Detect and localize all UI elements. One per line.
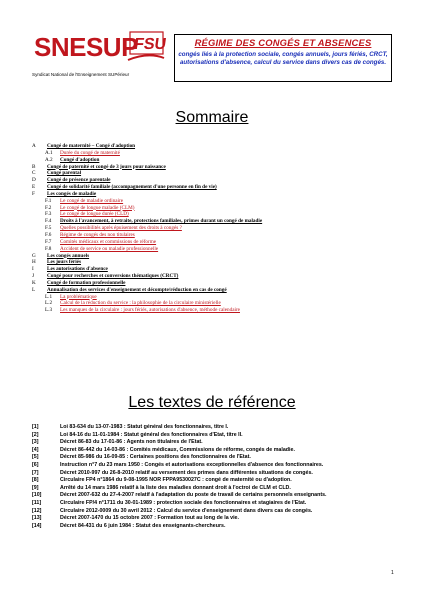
toc-item[interactable] bbox=[30, 280, 402, 287]
toc-item-number: F.6 bbox=[45, 231, 52, 238]
toc-item[interactable] bbox=[30, 191, 402, 198]
reference-text: Décret 2007-1470 du 15 octobre 2007 : Formation tout au long de la vie. bbox=[60, 515, 239, 522]
toc-item[interactable] bbox=[30, 150, 402, 157]
document-header bbox=[174, 34, 392, 82]
toc-item-number: F.5 bbox=[45, 225, 52, 232]
document-subtitle: congés liés à la protection sociale, congés annuels, jours fériés, CRCT, autorisations d'absence, calcul du service dans divers cas de congés. bbox=[178, 51, 388, 66]
toc-item[interactable] bbox=[30, 198, 402, 205]
toc-item-link[interactable]: Calcul de la réduction du service : la philosophie de la circulaire ministérielle bbox=[60, 300, 221, 307]
reference-number: [3] bbox=[32, 439, 39, 446]
toc-item-link[interactable]: Le congé de longue durée (CLD) bbox=[60, 211, 129, 218]
toc-item-link[interactable]: Droits à l'avancement, à retraite, protections familiales, primes durant un congé de maladie bbox=[60, 218, 263, 225]
toc-item[interactable] bbox=[30, 170, 402, 177]
toc-item-link[interactable]: Congé de maternité – Congé d'adoption bbox=[47, 143, 136, 149]
reference-item bbox=[30, 523, 402, 531]
toc-item-link[interactable]: Quelles possibilités après épuisement des droits à congés ? bbox=[60, 225, 182, 232]
reference-item bbox=[30, 424, 402, 432]
toc-item-number: E bbox=[32, 184, 36, 191]
toc-item[interactable] bbox=[30, 259, 402, 266]
logo-fsu: FSU bbox=[132, 36, 168, 53]
reference-number: [9] bbox=[32, 484, 39, 491]
reference-item bbox=[30, 439, 402, 447]
reference-number: [6] bbox=[32, 461, 39, 468]
reference-text: Décret 86-442 du 14-03-86 : Comités médicaux, Commissions de réforme, congés de maladie. bbox=[60, 446, 295, 453]
reference-number: [14] bbox=[32, 522, 42, 529]
reference-text: Circulaire FP4 n°1864 du 9-08-1995 NOR FPPA9530027C : congé de maternité ou d'adoption. bbox=[60, 477, 292, 484]
reference-item bbox=[30, 485, 402, 493]
reference-item bbox=[30, 500, 402, 508]
toc-item-number: F.3 bbox=[45, 211, 52, 218]
reference-text: Décret 84-431 du 6 juin 1984 : Statut des enseignants-chercheurs. bbox=[60, 522, 226, 529]
toc-item-number: K bbox=[32, 279, 36, 286]
toc-item[interactable] bbox=[30, 184, 402, 191]
toc-item-link[interactable]: La problématique bbox=[60, 293, 97, 300]
reference-item bbox=[30, 492, 402, 500]
toc-item-link[interactable]: Annualisation des services d'enseignement et décompte/réduction en cas de congé bbox=[47, 286, 227, 293]
reference-text: Décret 2007-632 du 27-4-2007 relatif à l'adaptation du poste de travail de certains personnels enseignants. bbox=[60, 492, 327, 499]
reference-text: Loi 83-634 du 13-07-1983 : Statut général des fonctionnaires, titre I. bbox=[60, 424, 229, 430]
reference-text: Décret 85-986 du 16-09-85 : Certaines positions des fonctionnaires de l'Etat. bbox=[60, 454, 251, 461]
page-number: 1 bbox=[391, 570, 394, 576]
toc-item-link[interactable]: Congé pour recherches et conversions thématiques (CRCT) bbox=[47, 273, 179, 280]
references-title: Les textes de référence bbox=[128, 394, 296, 411]
logo-word: SNESUP bbox=[34, 32, 138, 62]
toc-item[interactable] bbox=[30, 266, 402, 273]
sommaire-title: Sommaire bbox=[175, 109, 249, 126]
toc-item-link[interactable]: Accident de service ou maladie professionnelle bbox=[60, 245, 159, 252]
logo-tagline: Syndicat National de l'Enseignement SUPérieur bbox=[32, 72, 130, 77]
toc-item[interactable] bbox=[30, 239, 402, 246]
reference-text: Arrêté du 14 mars 1986 relatif à la liste des maladies donnant droit à l'octroi de CLM et CLD. bbox=[60, 484, 291, 491]
reference-item bbox=[30, 515, 402, 523]
reference-text: Décret 2010-997 du 26-8-2010 relatif au versement des primes dans différentes situations de congés. bbox=[60, 469, 313, 476]
toc-item-number: H bbox=[32, 259, 36, 266]
reference-item bbox=[30, 432, 402, 440]
toc-item-number: L.1 bbox=[45, 293, 53, 300]
toc-item[interactable] bbox=[30, 211, 402, 218]
references-list bbox=[30, 424, 402, 530]
toc-item-number: F.8 bbox=[45, 245, 52, 252]
toc-item[interactable] bbox=[30, 164, 402, 171]
reference-item bbox=[30, 447, 402, 455]
toc-item-link[interactable]: Durée du congé de maternité bbox=[60, 149, 120, 156]
toc-item[interactable] bbox=[30, 218, 402, 225]
toc-item-link[interactable]: Les autorisations d'absence bbox=[47, 266, 108, 273]
reference-text: Circulaire 2012-0009 du 30 avril 2012 : Calcul du service d'enseignement dans divers cas de congés. bbox=[60, 507, 313, 514]
toc-item-number: L.3 bbox=[45, 307, 53, 314]
toc-item[interactable] bbox=[30, 307, 402, 314]
toc-item-number: F.4 bbox=[45, 218, 52, 225]
toc-item-number: C bbox=[32, 170, 36, 177]
toc-item-number: L.2 bbox=[45, 300, 53, 307]
reference-number: [12] bbox=[32, 507, 42, 514]
reference-number: [2] bbox=[32, 431, 39, 438]
toc-item-link[interactable]: Comités médicaux et commissions de réforme bbox=[60, 238, 157, 245]
toc-item-number: L bbox=[32, 286, 36, 293]
reference-number: [11] bbox=[32, 499, 42, 506]
toc-item[interactable] bbox=[30, 143, 402, 150]
toc-item-number: F.1 bbox=[45, 197, 52, 204]
toc-item-number: A.2 bbox=[45, 156, 53, 163]
toc-item-link[interactable]: Le congé de maladie ordinaire bbox=[60, 197, 124, 204]
toc-item[interactable] bbox=[30, 253, 402, 260]
toc-item-link[interactable]: Congé parental bbox=[47, 170, 82, 177]
table-of-contents bbox=[30, 143, 402, 314]
toc-item-number: D bbox=[32, 177, 36, 184]
toc-item[interactable] bbox=[30, 246, 402, 253]
reference-text: Loi 84-16 du 11-01-1984 : Statut général des fonctionnaires d'Etat, titre II. bbox=[60, 431, 243, 438]
reference-item bbox=[30, 470, 402, 478]
toc-item-link[interactable]: Les manques de la circulaire : jours fériés, autorisations d'absence, méthode calendaire bbox=[60, 307, 240, 314]
toc-item-link[interactable]: Le congé de longue maladie (CLM) bbox=[60, 204, 135, 211]
document-title: RÉGIME DES CONGÉS ET ABSENCES bbox=[194, 37, 372, 48]
toc-item-link[interactable]: Les jours fériés bbox=[47, 259, 81, 266]
toc-item-number: J bbox=[32, 273, 35, 280]
reference-number: [7] bbox=[32, 469, 39, 476]
toc-item-link[interactable]: Les congés annuels bbox=[47, 252, 90, 259]
toc-item[interactable] bbox=[30, 225, 402, 232]
reference-text: Circulaire FP/4 n°1711 du 30-01-1989 : protection sociale des fonctionnaires et stagiaires de l'Etat. bbox=[60, 499, 307, 506]
toc-item-link[interactable]: Congé de paternité et congé de 3 jours pour naissance bbox=[47, 163, 166, 170]
toc-item-number: G bbox=[32, 252, 36, 259]
toc-item-number: F.2 bbox=[45, 204, 52, 211]
snesup-logo bbox=[30, 30, 168, 85]
toc-item-link[interactable]: Congé de présence parentale bbox=[47, 177, 111, 184]
reference-text: Instruction n°7 du 23 mars 1950 : Congés et autorisations exceptionnelles d'absence des fonctionnaires. bbox=[60, 461, 324, 468]
toc-item-number: I bbox=[32, 266, 34, 273]
reference-item bbox=[30, 508, 402, 516]
reference-item bbox=[30, 462, 402, 470]
toc-item-link[interactable]: Congé d'adoption bbox=[60, 156, 100, 163]
reference-number: [13] bbox=[32, 515, 42, 522]
toc-item-number: F.7 bbox=[45, 238, 52, 245]
toc-item-number: A.1 bbox=[45, 149, 53, 156]
toc-item-link[interactable]: Les congés de maladie bbox=[47, 190, 97, 197]
toc-item-number: B bbox=[32, 163, 36, 170]
reference-number: [4] bbox=[32, 446, 39, 453]
reference-item bbox=[30, 477, 402, 485]
toc-item[interactable] bbox=[30, 157, 402, 164]
reference-item bbox=[30, 454, 402, 462]
reference-number: [1] bbox=[32, 424, 39, 430]
toc-item[interactable] bbox=[30, 232, 402, 239]
toc-item-number: A bbox=[32, 143, 36, 149]
toc-item[interactable] bbox=[30, 287, 402, 294]
reference-number: [10] bbox=[32, 492, 42, 499]
reference-number: [5] bbox=[32, 454, 39, 461]
reference-number: [8] bbox=[32, 477, 39, 484]
toc-item-link[interactable]: Régime de congés des non titulaires bbox=[60, 231, 135, 238]
toc-item[interactable] bbox=[30, 294, 402, 301]
reference-text: Décret 86-83 du 17-01-86 : Agents non titulaires de l'Etat. bbox=[60, 439, 203, 446]
toc-item[interactable] bbox=[30, 273, 402, 280]
toc-item-number: F bbox=[32, 190, 35, 197]
toc-item-link[interactable]: Congé de solidarité familiale (accompagnement d'une personne en fin de vie) bbox=[47, 184, 217, 191]
toc-item-link[interactable]: Congé de formation professionnelle bbox=[47, 279, 126, 286]
